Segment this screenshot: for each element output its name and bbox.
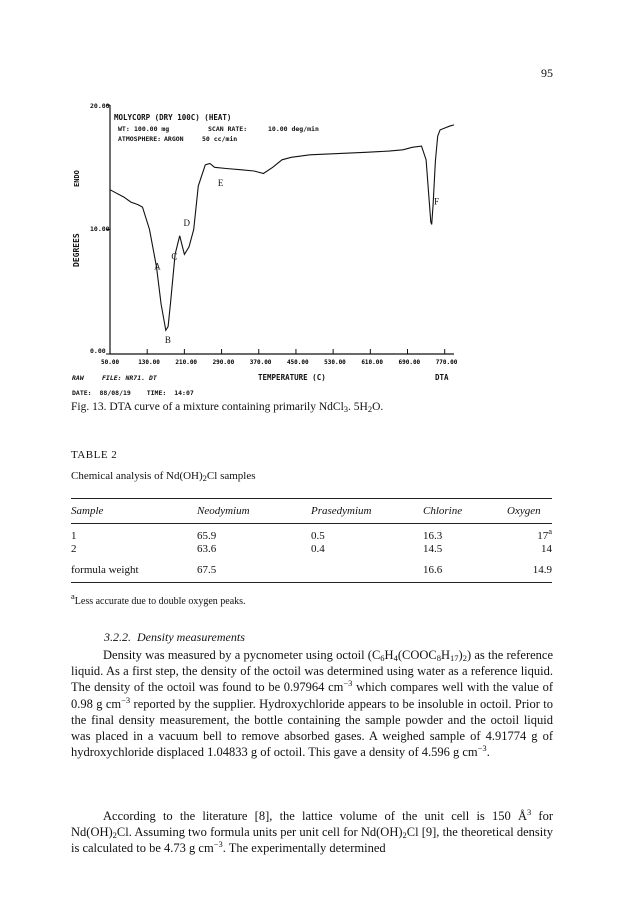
- footer-file: FILE: NR71. DT: [102, 374, 157, 382]
- footer-raw: RAW: [72, 374, 84, 382]
- x-tick-label: 370.00: [249, 359, 272, 366]
- cell: 14.5: [423, 543, 443, 555]
- header-prasedymium: Prasedymium: [311, 499, 423, 524]
- wt-label: WT:: [118, 125, 130, 133]
- plot-frame: [110, 105, 454, 354]
- table-label: TABLE 2: [71, 449, 118, 461]
- figure-title: MOLYCORP (DRY 100C) (HEAT): [114, 113, 232, 122]
- y-axis-label-top: ENDO: [73, 170, 81, 187]
- header-neodymium: Neodymium: [197, 499, 311, 524]
- atmosphere-value: ARGON: [164, 135, 184, 143]
- table-header-row: [71, 499, 552, 524]
- y-axis-label: DEGREES: [72, 233, 81, 267]
- cell: 16.3: [423, 530, 443, 542]
- scan-rate-value: 10.00 deg/min: [268, 125, 319, 133]
- y-tick-bottom: 0.00: [90, 347, 106, 355]
- dta-figure: [60, 95, 460, 385]
- dta-series-line: [110, 125, 454, 330]
- x-ticks: [101, 349, 458, 366]
- table-row: [71, 543, 552, 556]
- table-footnote: $^a$Less accurate due to double oxygen peaks.: [71, 591, 246, 607]
- peak-label-e: E: [217, 177, 224, 188]
- x-tick-label: 50.00: [101, 359, 120, 366]
- x-tick-label: 210.00: [175, 359, 198, 366]
- table-row-formula-weight: [71, 564, 552, 583]
- header-sample: Sample: [71, 499, 197, 524]
- wt-value: 100.00 mg: [134, 125, 170, 133]
- cell: 14: [541, 543, 552, 555]
- x-tick-label: 530.00: [324, 359, 346, 366]
- header-chlorine: Chlorine: [423, 499, 507, 524]
- cell: 14.9: [507, 564, 552, 583]
- cell: 65.9: [197, 530, 217, 542]
- x-tick-label: 770.00: [435, 359, 458, 366]
- paragraph-literature: According to the literature [8], the lattice volume of the unit cell is 150 $Å^3$ for $Nd(OH)_2Cl$. Assuming two formula units per unit cell for $Nd(OH)_2Cl$ [9], the theoretical density is calculated to be 4.73 g $cm^{-3}$. The experimentally determined: [71, 807, 553, 856]
- scan-rate-label: SCAN RATE:: [208, 125, 248, 133]
- peak-label-c: C: [171, 251, 178, 262]
- x-tick-label: 450.00: [286, 359, 309, 366]
- chemical-analysis-table: [71, 498, 552, 583]
- cell: 16.6: [423, 564, 507, 583]
- peak-label-a: A: [154, 261, 161, 272]
- table-title: Chemical analysis of $Nd(OH)_2Cl$ samples: [71, 470, 256, 483]
- time-label: TIME:: [146, 389, 167, 397]
- header-oxygen: Oxygen: [507, 499, 552, 524]
- x-tick-label: 290.00: [212, 359, 235, 366]
- x-tick-label: 690.00: [398, 359, 421, 366]
- paragraph-density: Density was measured by a pycnometer using octoil $(C_6H_4(COOC_8H_{17})_2)$ as the reference liquid. As a first step, the density of the octoil was determined using water as a reference liquid. The density of the octoil was found to be 0.97964 $cm^{-3}$ which compares well with the value of 0.98 g $cm^{-3}$ reported by the supplier. Hydroxychloride appears to be insoluble in octoil. Prior to the final density measurement, the bottle containing the sample powder and the octoil liquid was placed in a vacuum bell to remove absorbed gases. A weighed sample of 4.91774 g of hydroxychloride displaced 1.04833 g of octoil. This gave a density of 4.596 g $cm^{-3}$.: [71, 648, 554, 760]
- page-number: 95: [541, 66, 553, 80]
- peak-label-f: F: [434, 196, 440, 207]
- cell: 0.4: [311, 543, 325, 555]
- plot-axes: [110, 105, 454, 354]
- cell: [311, 564, 423, 583]
- cell: 2: [71, 543, 77, 555]
- cell: 1: [71, 530, 77, 542]
- footer-date-row: [72, 389, 194, 397]
- peak-label-d: D: [183, 217, 190, 228]
- x-axis-label: TEMPERATURE (C): [258, 373, 326, 382]
- figure-caption: Fig. 13. DTA curve of a mixture containing primarily NdCl$_3$. $5H_2O$.: [71, 401, 384, 414]
- y-tick-mid: 10.00: [90, 225, 110, 233]
- dta-label: DTA: [435, 373, 449, 382]
- cell: 0.5: [311, 530, 325, 542]
- peak-label-b: B: [164, 334, 171, 345]
- y-tick-top: 20.00: [90, 102, 110, 110]
- table-row: [71, 524, 552, 544]
- cell: formula weight: [71, 564, 197, 583]
- flow-value: 50 cc/min: [202, 135, 238, 143]
- cell: 17$^a$: [537, 526, 552, 542]
- atmosphere-label: ATMOSPHERE:: [118, 135, 162, 143]
- date-label-text: DATE:: [72, 389, 92, 397]
- time-value: 14:07: [174, 389, 194, 397]
- section-heading: 3.2.2. Density measurements: [104, 630, 245, 644]
- date-value: 88/08/19: [99, 389, 131, 397]
- x-tick-label: 610.00: [361, 359, 384, 366]
- x-tick-label: 130.00: [138, 359, 160, 366]
- cell: 67.5: [197, 564, 311, 583]
- cell: 63.6: [197, 543, 217, 555]
